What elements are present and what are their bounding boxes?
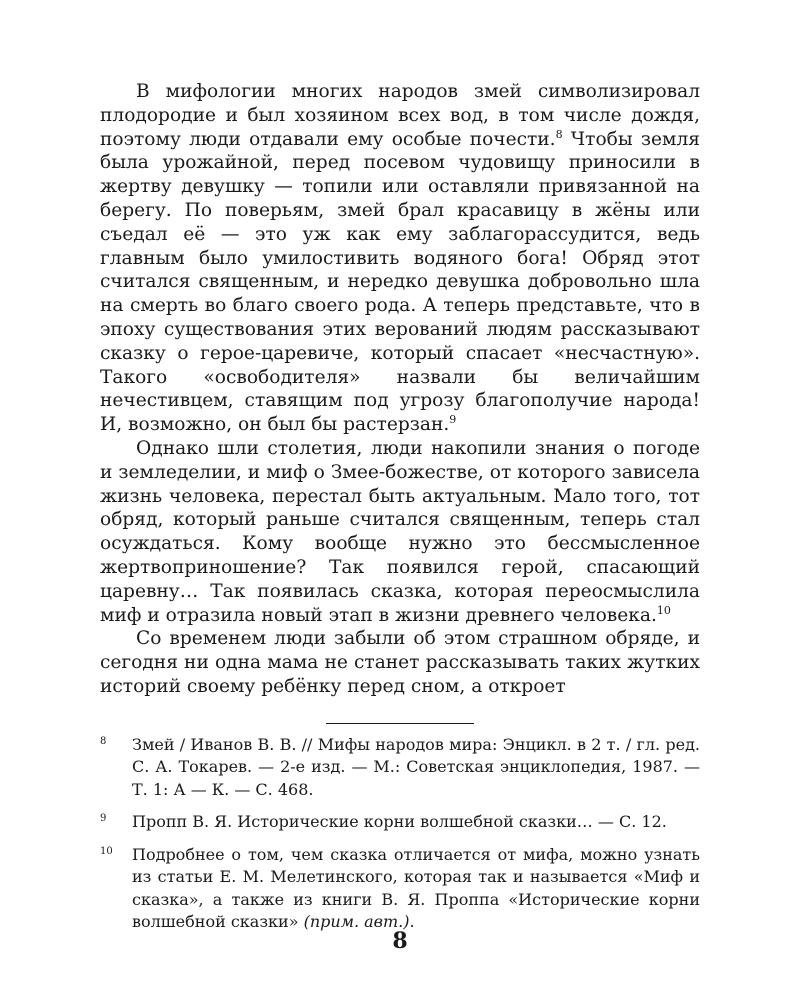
paragraph-1 xyxy=(100,80,700,437)
paragraph-2-text: Однако шли столетия, люди накопили знания о погоде и земледелии, и миф о Змее-божестве, от которого зависела жизнь человека, перестал быть актуальным. Мало того, тот обряд, который раньше считался священным, теперь стал осуждаться. Кому вообще нужно это бессмысленное жертвоприношение? Так появился герой, спасающий царевну… Так появилась сказка, которая переосмыслила миф и отразила новый этап в жизни древнего человека. xyxy=(100,437,700,626)
footnote-number: 8 xyxy=(100,735,107,747)
footnote-ref-10[interactable]: 10 xyxy=(656,603,671,617)
paragraph-2 xyxy=(100,437,700,627)
footnote-number: 10 xyxy=(100,845,113,857)
paragraph-3-text: Со временем люди забыли об этом страшном обряде, и сегодня ни одна мама не станет рассказывать таких жутких историй своему ребёнку перед сном, а откроет xyxy=(100,628,700,697)
page-number: 8 xyxy=(392,928,408,954)
footnote-text: Пропп В. Я. Исторические корни волшебной сказки… — С. 12. xyxy=(132,812,667,832)
main-text xyxy=(100,80,700,699)
footnote-number: 9 xyxy=(100,813,107,825)
footnotes-section xyxy=(100,734,700,934)
footnote-text-container xyxy=(132,844,700,934)
footnote-text: Подробнее о том, чем сказка отличается от мифа, можно узнать из статьи Е. М. Мелетинского, которая так и называется «Миф и сказка», а также из книги В. Я. Проппа «Исторические корни волшебной сказки» xyxy=(132,844,700,932)
footnote-8 xyxy=(100,734,700,802)
page-content xyxy=(100,80,700,944)
footnote-divider xyxy=(326,723,474,724)
paragraph-1-text-1: В мифологии многих народов змей символизировал плодородие и был хозяином всех вод, в том числе дождя, поэтому люди отдавали ему особые почести. xyxy=(100,81,700,150)
paragraph-1-text-2: Чтобы земля была урожайной, перед посевом чудовищу приносили в жертву девушку — топили или оставляли привязанной на берегу. По поверьям, змей брал красавицу в жёны или съедал её — это уж как ему заблагорассудится, ведь главным было умилостивить водяного бога! Обряд этот считался священным, и нередко девушка добровольно шла на смерть во благо своего рода. А теперь представьте, что в эпоху существования этих верований людям рассказывают сказку о герое-царевиче, который спасает «несчастную». Такого «освободителя» назвали бы величайшим нечестивцем, ставящим под угрозу благополучие народа! И, возможно, он был бы растерзан. xyxy=(100,128,700,436)
author-note: (прим. авт.) xyxy=(303,912,410,932)
footnote-10 xyxy=(100,844,700,934)
footnote-ref-8[interactable]: 8 xyxy=(555,127,563,141)
footnote-9 xyxy=(100,811,700,834)
footnote-end: . xyxy=(409,912,415,932)
footnote-text: Змей / Иванов В. В. // Мифы народов мира: Энцикл. в 2 т. / гл. ред. С. А. Токарев. — 2-е изд. — М.: Советская энциклопедия, 1987. — Т. 1: А — К. — С. 468. xyxy=(132,734,700,799)
paragraph-3 xyxy=(100,627,700,698)
footnote-ref-9[interactable]: 9 xyxy=(449,413,457,427)
